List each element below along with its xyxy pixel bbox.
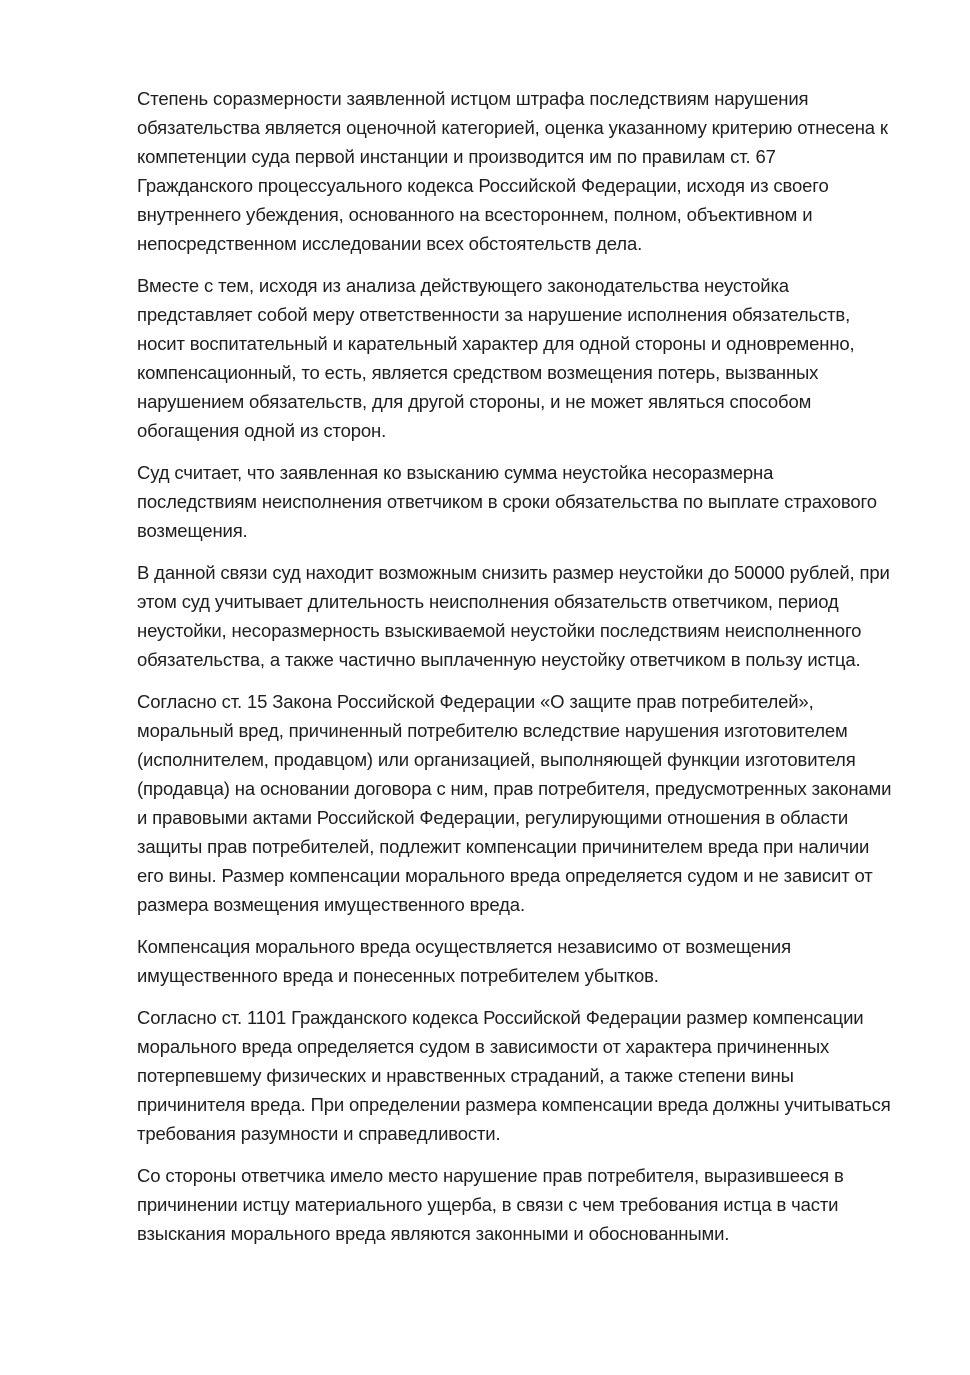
paragraph-proportionality: Степень соразмерности заявленной истцом штрафа последствиям нарушения обязательства является оценочной категорией, оценка указанному критерию отнесена к компетенции суда первой инстанции и производится им по правилам ст. 67 Гражданского процессуального кодекса Российской Федерации, исходя из своего внутреннего убеждения, основанного на всестороннем, полном, объективном и непосредственном исследовании всех обстоятельств дела. bbox=[137, 88, 888, 254]
paragraph-penalty-nature: Вместе с тем, исходя из анализа действующего законодательства неустойка представляет собой меру ответственности за нарушение исполнения обязательств, носит воспитательный и карательный характер для одной стороны и одновременно, компенсационный, то есть, является средством возмещения потерь, вызванных нарушением обязательств, для другой стороны, и не может являться способом обогащения одной из сторон. bbox=[137, 275, 855, 441]
paragraph-penalty-reduction: В данной связи суд находит возможным снизить размер неустойки до 50000 рублей, при этом суд учитывает длительность неисполнения обязательств ответчиком, период неустойки, несоразмерность взыскиваемой неустойки последствиям неисполненного обязательства, а также частично выплаченную неустойку ответчиком в пользу истца. bbox=[137, 562, 890, 670]
paragraph-consumer-law-art15: Согласно ст. 15 Закона Российской Федерации «О защите прав потребителей», моральный вред, причиненный потребителю вследствие нарушения изготовителем (исполнителем, продавцом) или организацией, выполняющей функции изготовителя (продавца) на основании договора с ним, прав потребителя, предусмотренных законами и правовыми актами Российской Федерации, регулирующими отношения в области защиты прав потребителей, подлежит компенсации причинителем вреда при наличии его вины. Размер компенсации морального вреда определяется судом и не зависит от размера возмещения имущественного вреда. bbox=[137, 691, 892, 915]
paragraph-civil-code-art1101: Согласно ст. 1101 Гражданского кодекса Российской Федерации размер компенсации морального вреда определяется судом в зависимости от характера причиненных потерпевшему физических и нравственных страданий, а также степени вины причинителя вреда. При определении размера компенсации вреда должны учитываться требования разумности и справедливости. bbox=[137, 1007, 891, 1144]
paragraph-court-opinion: Суд считает, что заявленная ко взысканию сумма неустойка несоразмерна последствиям неисполнения ответчиком в сроки обязательства по выплате страхового возмещения. bbox=[137, 462, 877, 541]
paragraph-defendant-violation: Со стороны ответчика имело место нарушение прав потребителя, выразившееся в причинении истцу материального ущерба, в связи с чем требования истца в части взыскания морального вреда являются законными и обоснованными. bbox=[137, 1165, 844, 1244]
paragraph-moral-damage-compensation: Компенсация морального вреда осуществляется независимо от возмещения имущественного вреда и понесенных потребителем убытков. bbox=[137, 936, 791, 986]
